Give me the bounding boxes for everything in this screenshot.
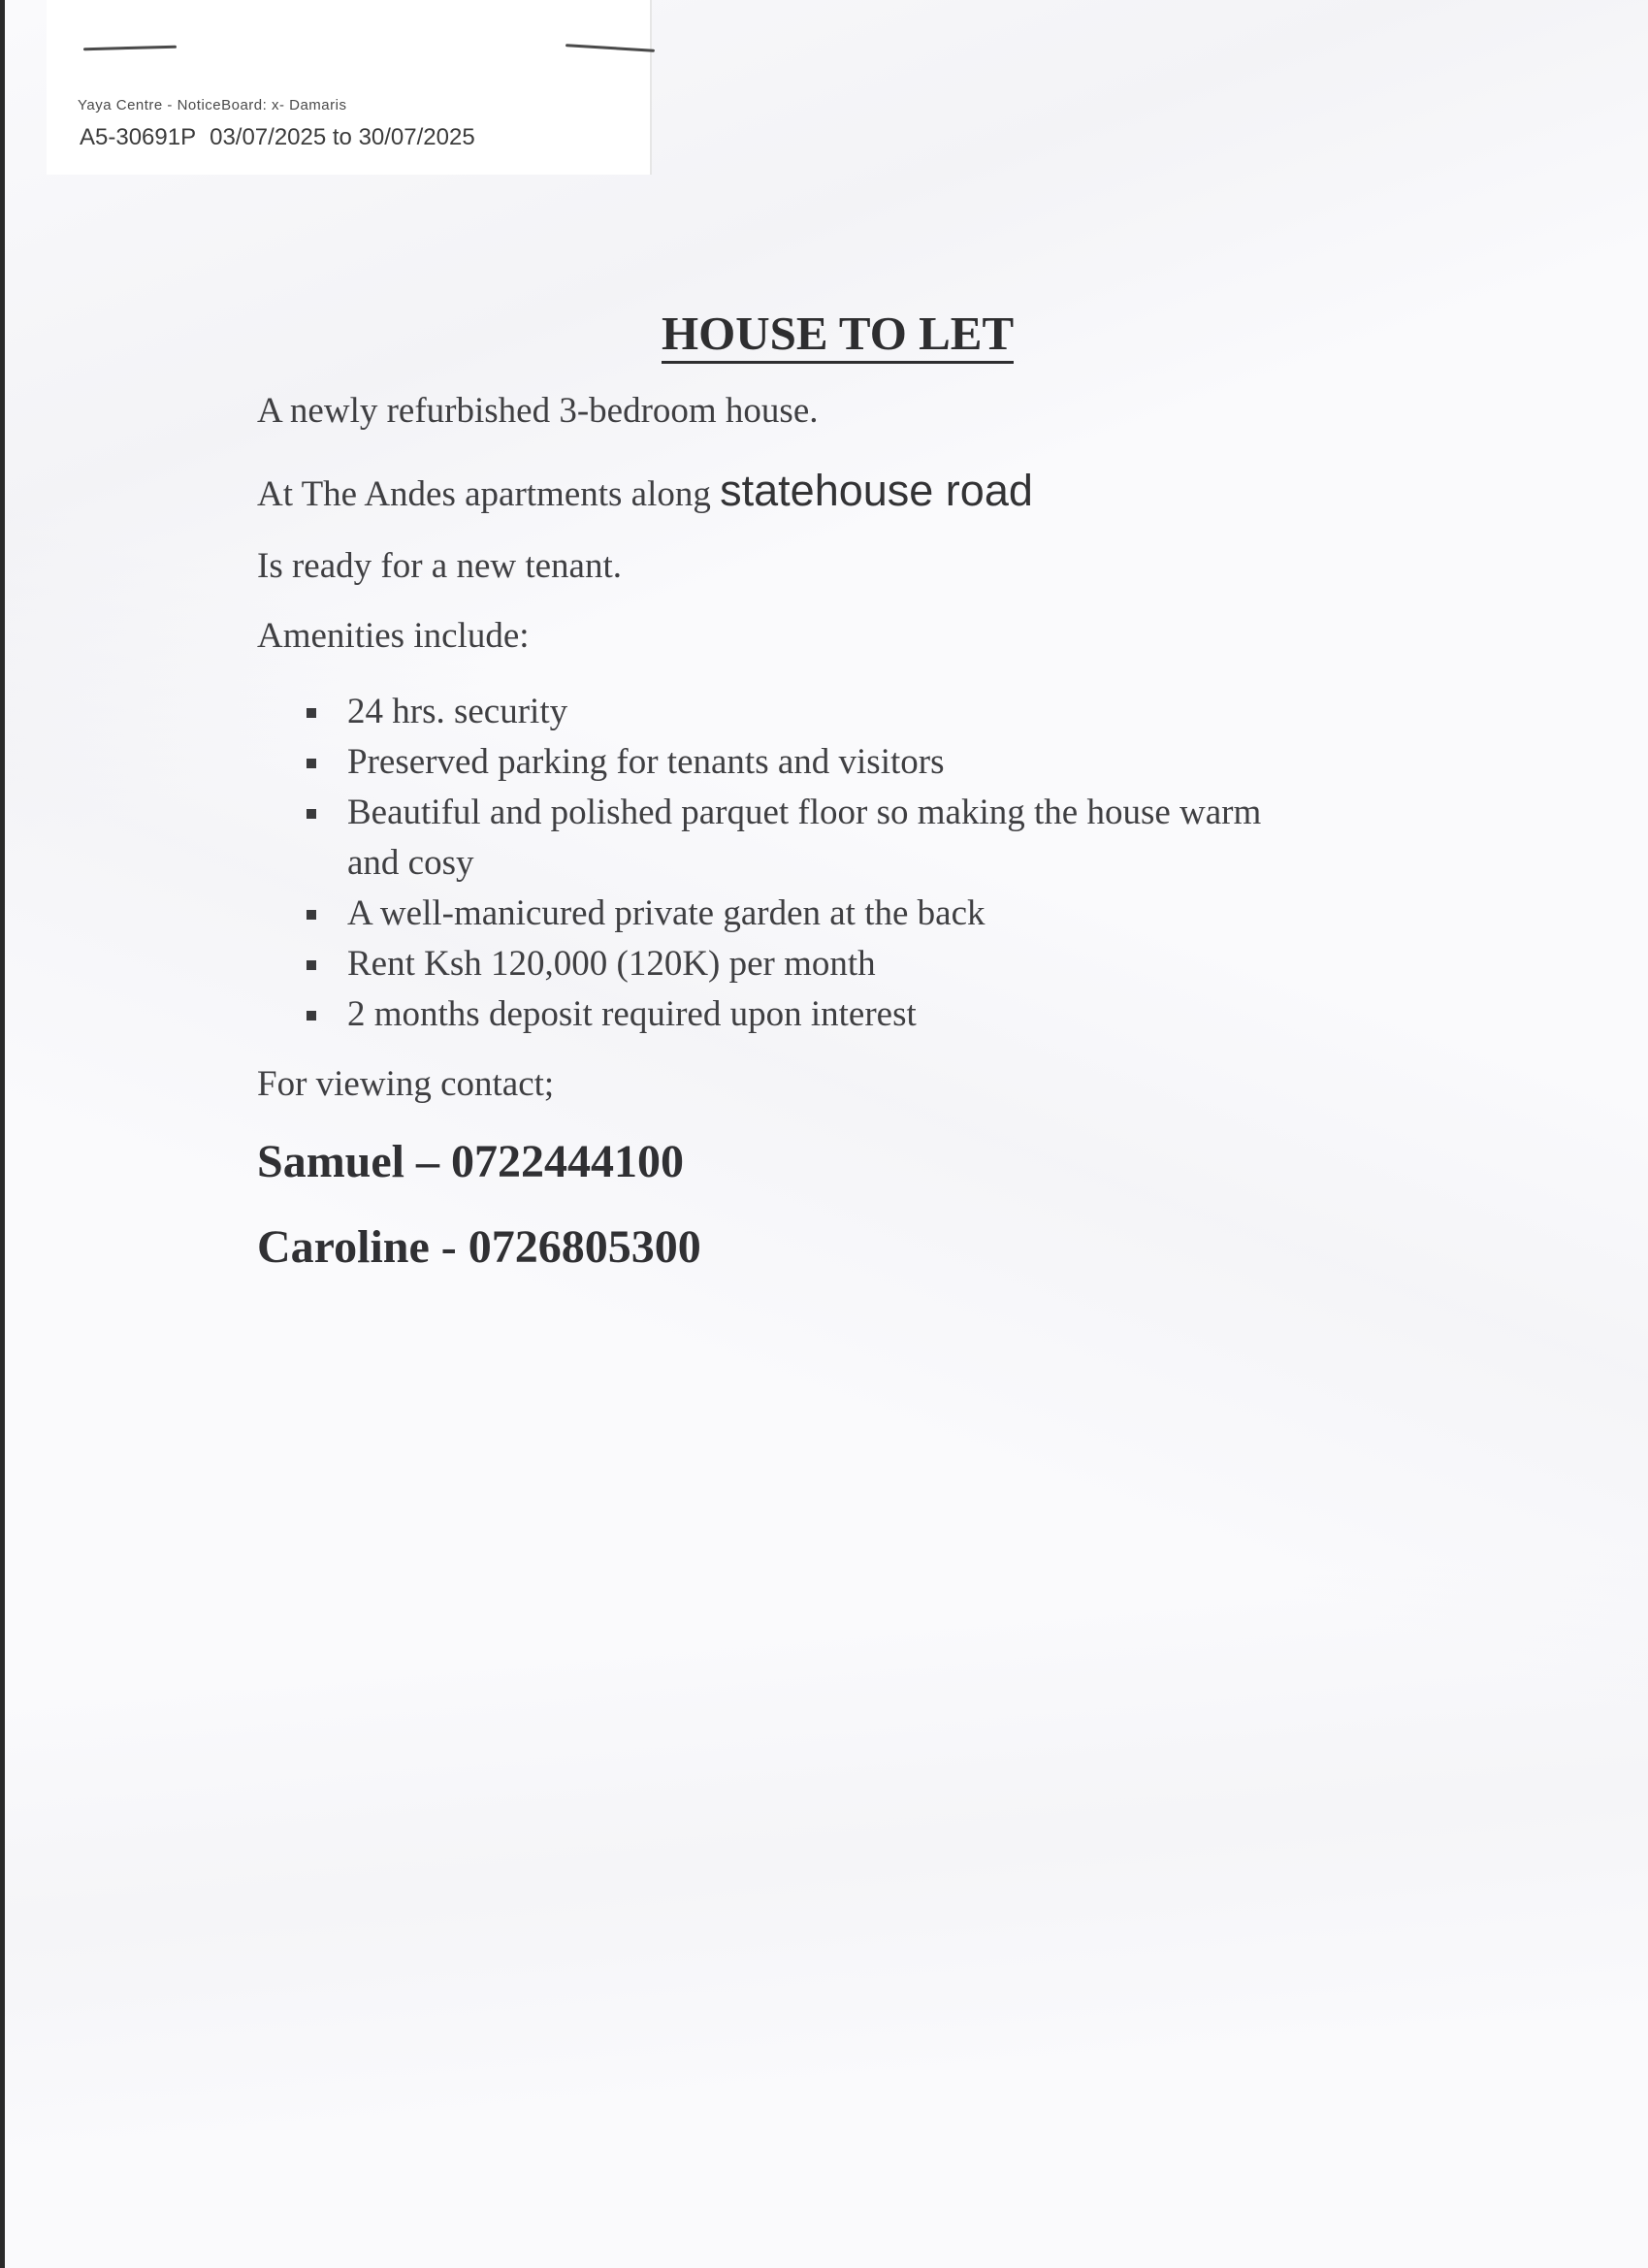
road-name: statehouse road (720, 466, 1033, 515)
amenity-text: A well-manicured private garden at the back (347, 893, 986, 933)
noticeboard-stamp (47, 0, 652, 175)
bullet-icon (307, 759, 316, 768)
scan-edge (0, 0, 5, 2268)
amenity-text: Beautiful and polished parquet floor so making the house warm and cosy (347, 793, 1262, 883)
bullet-icon (307, 960, 316, 970)
bullet-icon (307, 1011, 316, 1021)
stamp-location: Yaya Centre - NoticeBoard: x- Damaris (78, 97, 347, 113)
stamp-mark-left (83, 46, 177, 51)
amenity-item (301, 939, 1368, 989)
amenity-item (301, 737, 1368, 788)
bullet-icon (307, 910, 316, 920)
amenity-item (301, 788, 1298, 889)
amenity-text: Rent Ksh 120,000 (120K) per month (347, 944, 876, 984)
amenity-item (301, 687, 1368, 737)
amenity-text: 2 months deposit required upon interest (347, 994, 917, 1034)
amenities-list (301, 687, 1368, 1040)
amenity-text: 24 hrs. security (347, 692, 568, 731)
contact-samuel: Samuel – 0722444100 (257, 1136, 685, 1187)
stamp-reference-line (80, 124, 475, 151)
description-line-3: Is ready for a new tenant. (257, 546, 622, 586)
amenities-heading: Amenities include: (257, 616, 530, 656)
stamp-date-range: 03/07/2025 to 30/07/2025 (210, 124, 475, 150)
contact-caroline: Caroline - 0726805300 (257, 1221, 701, 1273)
notice-title: HOUSE TO LET (662, 308, 1014, 364)
viewing-line: For viewing contact; (257, 1064, 555, 1104)
description-line-1: A newly refurbished 3-bedroom house. (257, 391, 819, 431)
description-line-2 (257, 466, 1033, 516)
bullet-icon (307, 809, 316, 819)
stamp-mark-right (565, 44, 655, 52)
amenity-item (301, 989, 1368, 1040)
amenity-item (301, 889, 1368, 939)
amenity-text: Preserved parking for tenants and visitors (347, 742, 945, 782)
stamp-reference: A5-30691P (80, 124, 197, 150)
bullet-icon (307, 708, 316, 718)
location-prefix: At The Andes apartments along (257, 474, 721, 514)
